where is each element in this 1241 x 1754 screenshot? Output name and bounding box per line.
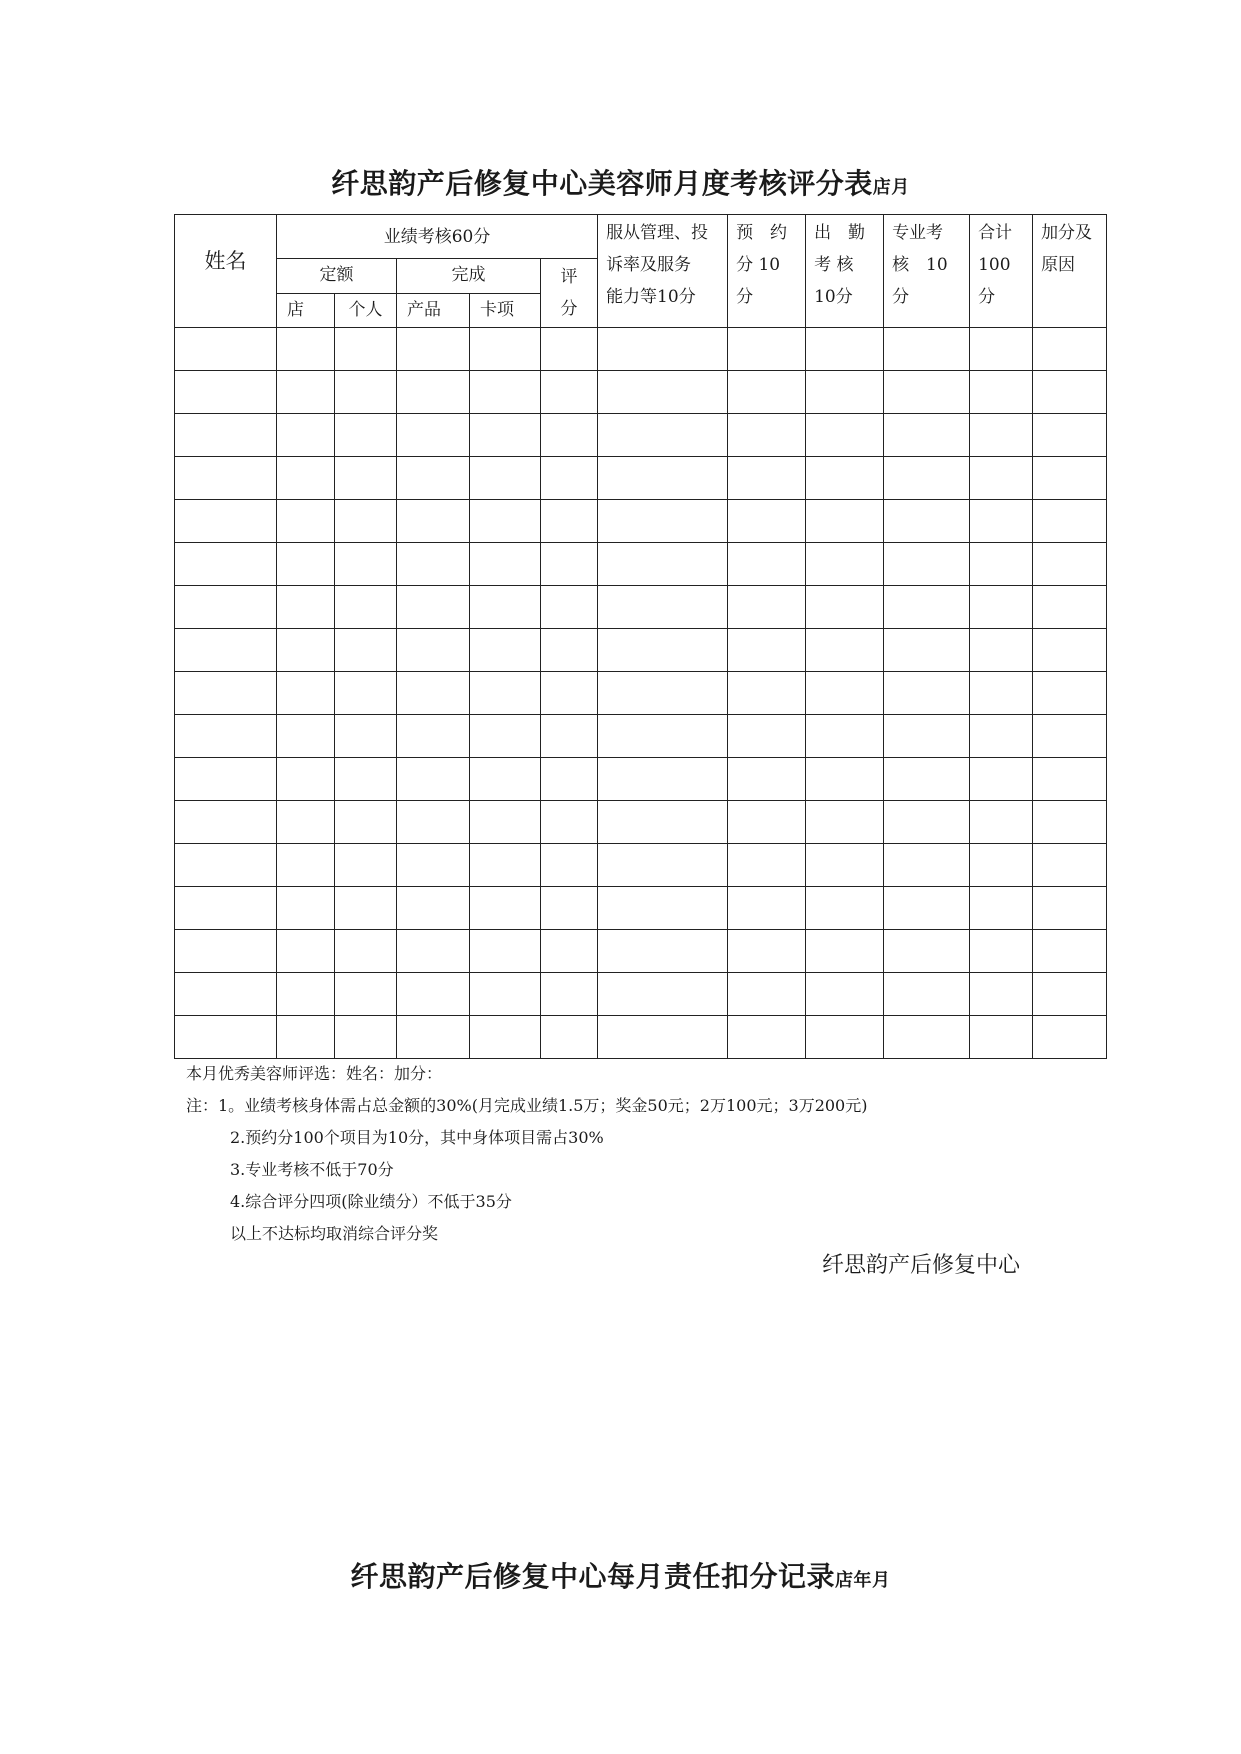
title-suffix: 店月	[872, 177, 910, 198]
table-cell[interactable]	[397, 1016, 470, 1059]
table-cell[interactable]	[277, 371, 335, 414]
table-cell[interactable]	[277, 500, 335, 543]
table-cell[interactable]	[884, 629, 970, 672]
table-cell[interactable]	[970, 586, 1033, 629]
table-cell[interactable]	[598, 1016, 728, 1059]
table-cell[interactable]	[806, 414, 884, 457]
table-cell[interactable]	[277, 887, 335, 930]
table-row	[175, 586, 1107, 629]
table-cell[interactable]	[470, 371, 541, 414]
header-booking-l2: 分 10	[736, 255, 781, 275]
table-cell[interactable]	[970, 1016, 1033, 1059]
table-cell[interactable]	[806, 586, 884, 629]
table-cell[interactable]	[1033, 543, 1107, 586]
table-cell[interactable]	[598, 930, 728, 973]
table-cell[interactable]	[277, 328, 335, 371]
table-cell[interactable]	[598, 500, 728, 543]
table-cell[interactable]	[175, 758, 277, 801]
table-row	[175, 801, 1107, 844]
table-cell[interactable]	[728, 328, 806, 371]
table-row	[175, 629, 1107, 672]
table-cell[interactable]	[397, 758, 470, 801]
note-5: 以上不达标均取消综合评分奖	[230, 1224, 439, 1243]
table-cell[interactable]	[175, 371, 277, 414]
header-service	[598, 215, 728, 328]
table-cell[interactable]	[728, 371, 806, 414]
table-row	[175, 543, 1107, 586]
table-cell[interactable]	[1033, 586, 1107, 629]
header-score-l2: 分	[560, 299, 578, 319]
table-cell[interactable]	[277, 457, 335, 500]
table-cell[interactable]	[470, 543, 541, 586]
header-name: 姓名	[175, 215, 277, 328]
table-cell[interactable]	[1033, 328, 1107, 371]
table-cell[interactable]	[728, 629, 806, 672]
table-cell[interactable]	[175, 586, 277, 629]
table-cell[interactable]	[470, 328, 541, 371]
table-row	[175, 672, 1107, 715]
table-cell[interactable]	[175, 328, 277, 371]
table-cell[interactable]	[884, 500, 970, 543]
table-cell[interactable]	[397, 801, 470, 844]
header-total	[970, 215, 1033, 328]
table-cell[interactable]	[175, 1016, 277, 1059]
table-cell[interactable]	[970, 371, 1033, 414]
table-cell[interactable]	[884, 887, 970, 930]
table-cell[interactable]	[175, 973, 277, 1016]
table-cell[interactable]	[541, 887, 598, 930]
table-cell[interactable]	[884, 371, 970, 414]
table-cell[interactable]	[884, 414, 970, 457]
table-cell[interactable]	[598, 887, 728, 930]
table-cell[interactable]	[806, 715, 884, 758]
table-cell[interactable]	[335, 457, 397, 500]
title2-suffix: 店年月	[835, 1570, 891, 1591]
table-cell[interactable]	[335, 586, 397, 629]
title2-main: 纤思韵产后修复中心每月责任扣分记录	[350, 1560, 835, 1593]
table-cell[interactable]	[470, 672, 541, 715]
table-cell[interactable]	[970, 973, 1033, 1016]
table-cell[interactable]	[175, 629, 277, 672]
header-professional-l1: 专业考	[892, 223, 944, 243]
table-cell[interactable]	[541, 328, 598, 371]
score-table	[174, 214, 1107, 1059]
table-cell[interactable]	[1033, 457, 1107, 500]
table-cell[interactable]	[884, 672, 970, 715]
table-cell[interactable]	[470, 414, 541, 457]
table-cell[interactable]	[1033, 1016, 1107, 1059]
header-bonus-l1: 加分及	[1041, 223, 1093, 243]
table-cell[interactable]	[335, 328, 397, 371]
table-cell[interactable]	[277, 672, 335, 715]
table-cell[interactable]	[335, 1016, 397, 1059]
table-cell[interactable]	[806, 543, 884, 586]
table-cell[interactable]	[541, 500, 598, 543]
note-3: 3.专业考核不低于70分	[230, 1160, 394, 1179]
header-attendance-l1: 出 勤	[814, 223, 866, 243]
table-cell[interactable]	[541, 758, 598, 801]
header-service-l1: 服从管理、投	[606, 223, 709, 243]
table-cell[interactable]	[541, 930, 598, 973]
table-cell[interactable]	[541, 629, 598, 672]
table-row	[175, 1016, 1107, 1059]
table-cell[interactable]	[277, 801, 335, 844]
table-cell[interactable]	[598, 543, 728, 586]
header-service-l2: 诉率及服务	[606, 255, 692, 275]
header-score-l1: 评	[560, 267, 578, 287]
table-cell[interactable]	[598, 973, 728, 1016]
table-cell[interactable]	[884, 715, 970, 758]
table-cell[interactable]	[884, 543, 970, 586]
table-cell[interactable]	[970, 414, 1033, 457]
org-signature: 纤思韵产后修复中心	[822, 1253, 1021, 1278]
table-cell[interactable]	[541, 973, 598, 1016]
table-cell[interactable]	[884, 758, 970, 801]
table-cell[interactable]	[397, 973, 470, 1016]
table-cell[interactable]	[470, 1016, 541, 1059]
header-booking-l3: 分	[736, 287, 754, 307]
table-cell[interactable]	[541, 844, 598, 887]
header-done: 完成	[397, 259, 541, 294]
table-row	[175, 973, 1107, 1016]
table-cell[interactable]	[970, 500, 1033, 543]
table-cell[interactable]	[175, 801, 277, 844]
table-cell[interactable]	[277, 715, 335, 758]
table-row	[175, 715, 1107, 758]
table-cell[interactable]	[970, 887, 1033, 930]
table-cell[interactable]	[541, 586, 598, 629]
header-product: 产品	[397, 293, 470, 328]
table-cell[interactable]	[728, 887, 806, 930]
table-cell[interactable]	[728, 1016, 806, 1059]
table-cell[interactable]	[970, 457, 1033, 500]
table-cell[interactable]	[806, 629, 884, 672]
table-cell[interactable]	[1033, 930, 1107, 973]
table-cell[interactable]	[1033, 414, 1107, 457]
table-cell[interactable]	[806, 457, 884, 500]
table-cell[interactable]	[598, 457, 728, 500]
table-cell[interactable]	[277, 973, 335, 1016]
table-cell[interactable]	[598, 586, 728, 629]
table-cell[interactable]	[175, 715, 277, 758]
header-score	[541, 259, 598, 328]
table-cell[interactable]	[884, 586, 970, 629]
note-1: 注：1。业绩考核身体需占总金额的30%(月完成业绩1.5万；奖金50元；2万100元；3万200元)	[186, 1096, 868, 1115]
table-cell[interactable]	[335, 801, 397, 844]
table-cell[interactable]	[277, 1016, 335, 1059]
table-cell[interactable]	[598, 715, 728, 758]
table-cell[interactable]	[598, 758, 728, 801]
table-cell[interactable]	[970, 844, 1033, 887]
table-cell[interactable]	[335, 500, 397, 543]
table-cell[interactable]	[728, 414, 806, 457]
table-cell[interactable]	[541, 457, 598, 500]
table-cell[interactable]	[335, 715, 397, 758]
table-cell[interactable]	[175, 672, 277, 715]
table-row	[175, 414, 1107, 457]
page-title	[0, 162, 1241, 202]
table-cell[interactable]	[806, 844, 884, 887]
header-bonus	[1033, 215, 1107, 328]
table-cell[interactable]	[598, 371, 728, 414]
table-cell[interactable]	[541, 715, 598, 758]
table-cell[interactable]	[397, 457, 470, 500]
table-row	[175, 371, 1107, 414]
table-cell[interactable]	[397, 500, 470, 543]
table-cell[interactable]	[335, 930, 397, 973]
table-cell[interactable]	[470, 887, 541, 930]
header-attendance-l2: 考 核	[814, 255, 854, 275]
table-cell[interactable]	[175, 543, 277, 586]
table-cell[interactable]	[598, 672, 728, 715]
table-cell[interactable]	[175, 844, 277, 887]
table-cell[interactable]	[397, 371, 470, 414]
table-cell[interactable]	[335, 543, 397, 586]
table-cell[interactable]	[728, 758, 806, 801]
table-cell[interactable]	[541, 801, 598, 844]
table-cell[interactable]	[970, 930, 1033, 973]
table-cell[interactable]	[970, 715, 1033, 758]
note-2: 2.预约分100个项目为10分，其中身体项目需占30%	[230, 1128, 604, 1147]
table-cell[interactable]	[884, 457, 970, 500]
table-cell[interactable]	[728, 457, 806, 500]
table-cell[interactable]	[397, 328, 470, 371]
table-cell[interactable]	[335, 844, 397, 887]
table-row	[175, 930, 1107, 973]
table-cell[interactable]	[728, 973, 806, 1016]
table-cell[interactable]	[806, 328, 884, 371]
table-cell[interactable]	[175, 887, 277, 930]
notes	[186, 1058, 867, 1250]
table-cell[interactable]	[470, 930, 541, 973]
table-cell[interactable]	[541, 672, 598, 715]
title-main: 纤思韵产后修复中心美容师月度考核评分表	[331, 167, 873, 200]
table-cell[interactable]	[1033, 715, 1107, 758]
table-cell[interactable]	[970, 672, 1033, 715]
table-cell[interactable]	[806, 758, 884, 801]
header-professional-l2: 核 10	[892, 255, 948, 275]
table-cell[interactable]	[884, 973, 970, 1016]
table-row	[175, 457, 1107, 500]
table-cell[interactable]	[728, 500, 806, 543]
table-cell[interactable]	[728, 844, 806, 887]
table-cell[interactable]	[598, 414, 728, 457]
table-cell[interactable]	[598, 801, 728, 844]
table-cell[interactable]	[335, 758, 397, 801]
table-row	[175, 887, 1107, 930]
header-total-l1: 合计	[978, 223, 1013, 243]
header-store: 店	[277, 293, 335, 328]
table-cell[interactable]	[335, 672, 397, 715]
table-cell[interactable]	[884, 844, 970, 887]
table-cell[interactable]	[470, 715, 541, 758]
table-cell[interactable]	[728, 715, 806, 758]
table-cell[interactable]	[277, 586, 335, 629]
table-cell[interactable]	[470, 758, 541, 801]
header-professional-l3: 分	[892, 287, 910, 307]
table-cell[interactable]	[970, 328, 1033, 371]
table-cell[interactable]	[541, 371, 598, 414]
table-cell[interactable]	[175, 930, 277, 973]
table-cell[interactable]	[397, 887, 470, 930]
table-row	[175, 500, 1107, 543]
table-cell[interactable]	[335, 887, 397, 930]
table-cell[interactable]	[397, 629, 470, 672]
table-cell[interactable]	[806, 500, 884, 543]
table-body	[175, 328, 1107, 1059]
table-cell[interactable]	[970, 543, 1033, 586]
table-cell[interactable]	[1033, 371, 1107, 414]
table-cell[interactable]	[470, 586, 541, 629]
table-cell[interactable]	[470, 457, 541, 500]
table-cell[interactable]	[598, 629, 728, 672]
header-booking-l1: 预 约	[736, 223, 788, 243]
table-cell[interactable]	[728, 801, 806, 844]
table-cell[interactable]	[728, 930, 806, 973]
table-cell[interactable]	[728, 543, 806, 586]
table-row	[175, 328, 1107, 371]
table-cell[interactable]	[470, 801, 541, 844]
table-cell[interactable]	[884, 328, 970, 371]
section-title	[0, 1555, 1241, 1595]
table-cell[interactable]	[884, 1016, 970, 1059]
table-cell[interactable]	[397, 844, 470, 887]
header-total-l2: 100	[978, 255, 1011, 275]
table-cell[interactable]	[470, 973, 541, 1016]
table-cell[interactable]	[970, 801, 1033, 844]
table-cell[interactable]	[541, 1016, 598, 1059]
table-cell[interactable]	[277, 930, 335, 973]
table-cell[interactable]	[470, 500, 541, 543]
table-cell[interactable]	[806, 930, 884, 973]
table-cell[interactable]	[598, 328, 728, 371]
table-cell[interactable]	[806, 973, 884, 1016]
table-cell[interactable]	[277, 414, 335, 457]
table-cell[interactable]	[397, 715, 470, 758]
table-cell[interactable]	[806, 672, 884, 715]
table-cell[interactable]	[397, 543, 470, 586]
table-cell[interactable]	[470, 629, 541, 672]
table-cell[interactable]	[277, 758, 335, 801]
header-service-l3: 能力等10分	[606, 287, 696, 307]
table-cell[interactable]	[335, 414, 397, 457]
table-cell[interactable]	[884, 801, 970, 844]
table-cell[interactable]	[806, 1016, 884, 1059]
table-cell[interactable]	[728, 586, 806, 629]
table-cell[interactable]	[806, 371, 884, 414]
table-cell[interactable]	[277, 844, 335, 887]
table-cell[interactable]	[1033, 672, 1107, 715]
table-cell[interactable]	[1033, 887, 1107, 930]
table-cell[interactable]	[175, 457, 277, 500]
table-cell[interactable]	[884, 930, 970, 973]
note-best: 本月优秀美容师评选：姓名：加分：	[186, 1064, 443, 1083]
header-attendance-l3: 10分	[814, 287, 853, 307]
header-total-l3: 分	[978, 287, 996, 307]
table-cell[interactable]	[335, 371, 397, 414]
header-professional	[884, 215, 970, 328]
header-bonus-l2: 原因	[1041, 255, 1076, 275]
table-cell[interactable]	[175, 414, 277, 457]
table-cell[interactable]	[970, 629, 1033, 672]
table-cell[interactable]	[175, 500, 277, 543]
note-4: 4.综合评分四项(除业绩分）不低于35分	[230, 1192, 512, 1211]
table-cell[interactable]	[806, 801, 884, 844]
table-cell[interactable]	[728, 672, 806, 715]
table-cell[interactable]	[1033, 973, 1107, 1016]
table-cell[interactable]	[277, 629, 335, 672]
header-card: 卡项	[470, 293, 541, 328]
table-row	[175, 844, 1107, 887]
table-cell[interactable]	[598, 844, 728, 887]
table-cell[interactable]	[397, 672, 470, 715]
header-personal: 个人	[335, 293, 397, 328]
table-cell[interactable]	[397, 414, 470, 457]
table-cell[interactable]	[335, 629, 397, 672]
header-quota: 定额	[277, 259, 397, 294]
table-cell[interactable]	[541, 543, 598, 586]
table-cell[interactable]	[470, 844, 541, 887]
table-cell[interactable]	[806, 887, 884, 930]
table-cell[interactable]	[397, 930, 470, 973]
table-cell[interactable]	[277, 543, 335, 586]
table-cell[interactable]	[1033, 629, 1107, 672]
table-cell[interactable]	[1033, 758, 1107, 801]
table-cell[interactable]	[1033, 844, 1107, 887]
header-booking	[728, 215, 806, 328]
header-performance: 业绩考核60分	[277, 215, 598, 259]
table-row	[175, 758, 1107, 801]
table-cell[interactable]	[1033, 801, 1107, 844]
table-cell[interactable]	[335, 973, 397, 1016]
table-cell[interactable]	[541, 414, 598, 457]
header-attendance	[806, 215, 884, 328]
table-cell[interactable]	[397, 586, 470, 629]
table-cell[interactable]	[1033, 500, 1107, 543]
table-cell[interactable]	[970, 758, 1033, 801]
